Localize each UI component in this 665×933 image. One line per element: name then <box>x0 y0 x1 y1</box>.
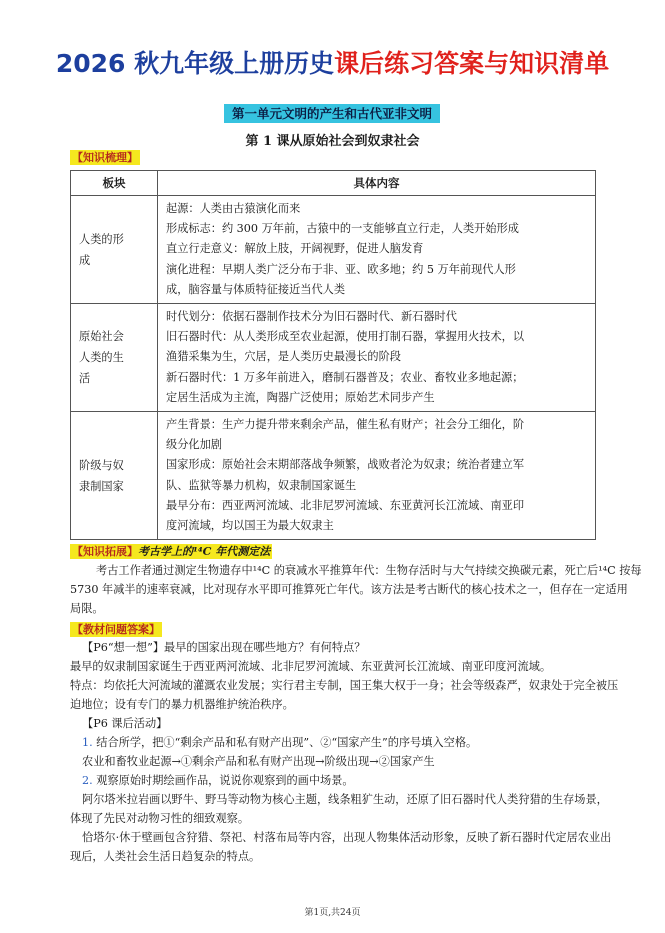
table-section-cell <box>71 412 158 540</box>
section-tag-extension <box>70 544 272 559</box>
content-line: 成，脑容量与体质特征接近当代人类 <box>166 282 346 296</box>
content-line: 队、监狱等暴力机构，奴隶制国家诞生 <box>166 478 357 492</box>
table-content-cell <box>158 304 596 412</box>
content-line: 度河流域，均以国王为最大奴隶主 <box>166 519 334 533</box>
activity1-circle1: ① <box>163 736 175 749</box>
content-line: 产生背景：生产力提升带来剩余产品，催生私有财产；社会分工细化，阶 <box>166 418 525 432</box>
table-row <box>71 412 596 540</box>
activity1-text-c: “国家产生”的序号填入空格。 <box>331 736 478 749</box>
section-line: 人类的形 <box>79 232 124 246</box>
main-title-part2: 课后练习答案与知识清单 <box>334 49 610 78</box>
activity2-text: 观察原始时期绘画作品，说说你观察到的画中场景。 <box>96 774 354 787</box>
section-tag-knowledge: 【知识梳理】 <box>72 151 138 164</box>
p6-answer-line: 最早的奴隶制国家诞生于西亚两河流域、北非尼罗河流域、东亚黄河长江流域、南亚印度河流域。 <box>70 660 552 673</box>
activity2-answer-line: 体现了先民对动物习性的细致观察。 <box>70 812 250 825</box>
content-line: 形成标志：约 300 万年前，古猿中的一支能够直立行走，人类开始形成 <box>166 222 519 236</box>
content-line: 演化进程：早期人类广泛分布于非、亚、欧多地；约 5 万年前现代人形 <box>166 262 516 276</box>
activity1-text-a: 结合所学，把 <box>96 736 164 749</box>
activity1-number: 1. <box>82 736 93 749</box>
section-line: 活 <box>79 372 91 386</box>
table-content-cell <box>158 196 596 304</box>
activity1-answer-text-c: 国家产生 <box>389 755 435 768</box>
table-content-cell <box>158 412 596 540</box>
activity2-answer-line: 现后，人类社会生活日趋复杂的特点。 <box>70 850 261 863</box>
extension-line: 局限。 <box>70 602 104 615</box>
table-row <box>71 304 596 412</box>
unit-title: 第一单元文明的产生和古代亚非文明 <box>224 104 440 123</box>
page-footer: 第1页,共24页 <box>304 908 361 918</box>
content-line: 时代划分：依据石器制作技术分为旧石器时代、新石器时代 <box>166 310 457 324</box>
activity2-answer-line: 恰塔尔·休于壁画包含狩猎、祭祀、村落布局等内容，出现人物集体活动形象，反映了新石器时代定居农业出 <box>82 831 612 844</box>
table-header-content: 具体内容 <box>158 171 596 196</box>
p6-answer-line: 迫地位；设有专门的暴力机器维护统治秩序。 <box>70 698 294 711</box>
activity1-answer-circle2: ② <box>378 755 390 768</box>
content-line: 起源：人类由古猿演化而来 <box>166 202 301 215</box>
activity1-answer-text-a: 农业和畜牧业起源→ <box>82 755 181 768</box>
extension-line: 5730 年减半的速率衰减，比对现存水平即可推算死亡年代。该方法是考古断代的核心技术之一，但存在一定适用 <box>70 583 628 596</box>
table-section-cell <box>71 304 158 412</box>
section-line: 隶制国家 <box>79 479 124 493</box>
table-header-row <box>71 171 596 196</box>
section-line: 成 <box>79 253 91 267</box>
content-line: 定居生活成为主流，陶器广泛使用；原始艺术同步产生 <box>166 390 435 404</box>
section-tag-extension-sub: 考古学上的¹⁴C 年代测定法 <box>138 545 271 558</box>
content-line: 渔猎采集为生，穴居，是人类历史最漫长的阶段 <box>166 350 401 364</box>
activity1-circle2: ② <box>320 736 332 749</box>
content-line: 新石器时代：1 万多年前进入，磨制石器普及；农业、畜牧业多地起源； <box>166 370 524 384</box>
content-line: 级分化加剧 <box>166 438 222 452</box>
activity1-text-b: “剩余产品和私有财产出现”、 <box>174 736 321 749</box>
main-title <box>0 44 665 80</box>
extension-line: 考古工作者通过测定生物遗存中¹⁴C 的衰减水平推算年代：生物存活时与大气持续交换碳元素，死亡后¹⁴C 按每 <box>96 564 642 577</box>
content-line: 国家形成：原始社会末期部落战争频繁，战败者沦为奴隶；统治者建立军 <box>166 458 525 472</box>
section-tag-textbook: 【教材问题答案】 <box>72 623 160 636</box>
activity1-answer <box>82 752 435 771</box>
content-line: 旧石器时代：从人类形成至农业起源，使用打制石器，掌握用火技术，以 <box>166 330 525 344</box>
p6-think-question: 【P6“想一想”】最早的国家出现在哪些地方？有何特点？ <box>82 641 366 654</box>
activity1-question <box>82 733 477 752</box>
knowledge-table <box>70 170 596 540</box>
section-line: 人类的生 <box>79 351 124 365</box>
section-line: 阶级与奴 <box>79 458 124 472</box>
p6-activity-title: 【P6 课后活动】 <box>82 717 168 730</box>
content-line: 最早分布：西亚两河流域、北非尼罗河流域、东亚黄河长江流域、南亚印 <box>166 498 525 512</box>
p6-answer-line: 特点：均依托大河流域的灌溉农业发展；实行君主专制，国王集大权于一身；社会等级森严，奴隶处于完全被压 <box>70 679 619 692</box>
table-section-cell <box>71 196 158 304</box>
section-line: 原始社会 <box>79 330 124 344</box>
activity1-answer-circle1: ① <box>180 755 193 768</box>
activity1-answer-text-b: 剩余产品和私有财产出现→阶级出现→ <box>192 755 379 768</box>
content-line: 直立行走意义：解放上肢，开阔视野，促进人脑发育 <box>166 242 424 256</box>
activity2-number: 2. <box>82 774 93 787</box>
activity2-answer-line: 阿尔塔米拉岩画以野牛、野马等动物为核心主题，线条粗犷生动，还原了旧石器时代人类狩猎的生存场景， <box>82 793 608 806</box>
main-title-part1: 2026 秋九年级上册历史 <box>55 49 335 78</box>
lesson-title: 第 1 课从原始社会到奴隶社会 <box>245 134 420 149</box>
activity2-question <box>82 771 354 790</box>
table-header-section: 板块 <box>71 171 158 196</box>
table-row <box>71 196 596 304</box>
section-tag-extension-label: 【知识拓展】 <box>72 545 138 558</box>
